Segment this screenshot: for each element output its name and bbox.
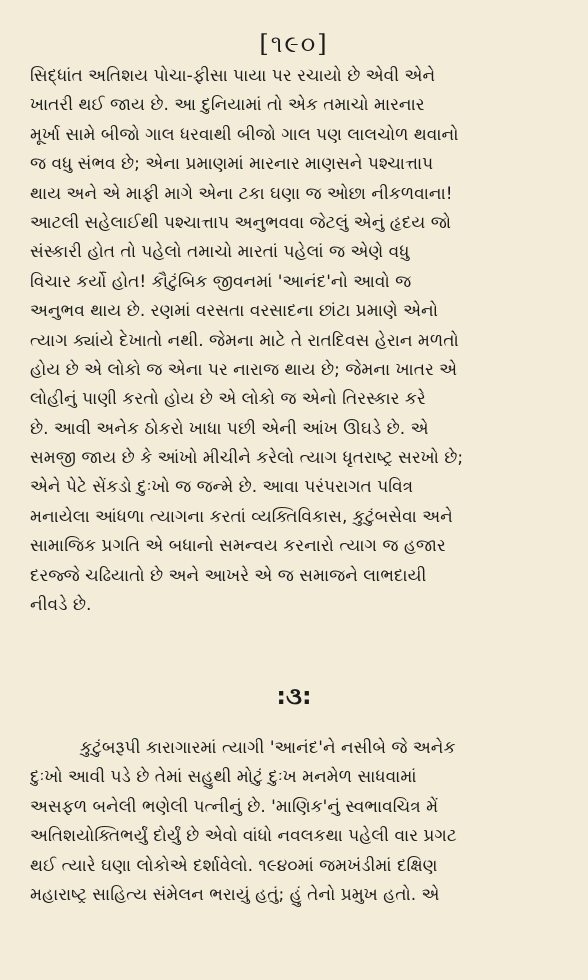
- text-line: કુટુંબરૂપી કારાગારમાં ત્યાગી 'આનંદ'ને નસીબે જે અનેક: [80, 738, 456, 758]
- text-line: દુઃખો આવી પડે છે તેમાં સહુથી મોટું દુઃખ મનમેળ સાધવામાં: [30, 767, 417, 788]
- text-line: આટલી સહેલાઈથી પશ્ચાત્તાપ અનુભવવા જેટલું એનું હૃદય જો: [30, 212, 452, 233]
- text-line: વિચાર કર્યો હોત! કૌટુંબિક જીવનમાં 'આનંદ'નો આવો જ: [30, 271, 412, 292]
- text-line: થઈ ત્યારે ઘણા લોકોએ દર્શાવેલો. ૧૯૪૦માં જમખંડીમાં દક્ષિણ: [30, 855, 438, 876]
- text-line: અસફળ બનેલી ભણેલી પત્નીનું છે. 'માણિક'નું સ્વભાવચિત્ર મેં: [30, 796, 439, 817]
- text-line: અનુભવ થાય છે. રણમાં વરસતા વરસાદના છાંટા પ્રમાણે એનો: [30, 301, 438, 322]
- text-line: થાય અને એ માફી માગે એના ટકા ઘણા જ ઓછા નીકળવાના!: [30, 183, 453, 204]
- text-line: સિદ્ધાંત અતિશય પોચા-ફીસા પાયા પર રચાયો છે એવી એને: [30, 66, 436, 86]
- text-line: મનાયેલા આંધળા ત્યાગના કરતાં વ્યક્તિવિકાસ, કુટુંબસેવા અને: [30, 506, 453, 527]
- text-line: મૂર્ખા સામે બીજો ગાલ ધરવાથી બીજો ગાલ પણ લાલચોળ થવાનો: [30, 124, 459, 145]
- text-line: ખાતરી થઈ જાય છે. આ દુનિયામાં તો એક તમાચો મારનાર: [30, 95, 425, 116]
- page-number: [૧૯૦]: [259, 30, 329, 58]
- section-marker: :૩:: [276, 682, 312, 710]
- text-line: દરજ્જે ચઢિયાતો છે અને આખરે એ જ સમાજને લાભદાયી: [30, 565, 427, 586]
- text-line: છે. આવી અનેક ઠોકરો ખાધા પછી એની આંખ ઊઘડે છે. એ: [30, 418, 429, 439]
- text-line: હોય છે એ લોકો જ એના પર નારાજ થાય છે; જેમના ખાતર એ: [30, 359, 458, 380]
- text-line: ત્યાગ ક્યાંયે દેખાતો નથી. જેમના માટે તે રાતદિવસ હેરાન મળતો: [30, 330, 459, 351]
- text-line: સામાજિક પ્રગતિ એ બધાનો સમન્વય કરનારો ત્યાગ જ હજાર: [30, 536, 446, 557]
- text-line: મહારાષ્ટ્ર સાહિત્ય સંમેલન ભરાયું હતું; હું તેનો પ્રમુખ હતો. એ: [30, 884, 440, 905]
- text-line: સમજી જાય છે કે આંખો મીચીને કરેલો ત્યાગ ધૃતરાષ્ટ્ર સરખો છે;: [30, 448, 464, 469]
- text-line: સંસ્કારી હોત તો પહેલો તમાચો મારતાં પહેલાં જ એણે વધુ: [30, 242, 410, 263]
- paragraph-1: [30, 62, 558, 620]
- text-line: અતિશયોક્તિભર્યું દોર્યું છે એવો વાંધો નવલકથા પહેલી વાર પ્રગટ: [30, 826, 457, 847]
- text-line: એને પેટે સેંકડો દુઃખો જ જન્મે છે. આવા પરંપરાગત પવિત્ર: [30, 477, 414, 498]
- paragraph-2: [30, 734, 558, 910]
- text-line: લોહીનું પાણી કરતો હોય છે એ લોકો જ એનો તિરસ્કાર કરે: [30, 389, 426, 410]
- text-line: જ વધુ સંભવ છે; એના પ્રમાણમાં મારનાર માણસને પશ્ચાત્તાપ: [30, 154, 434, 175]
- text-line: નીવડે છે.: [30, 595, 92, 616]
